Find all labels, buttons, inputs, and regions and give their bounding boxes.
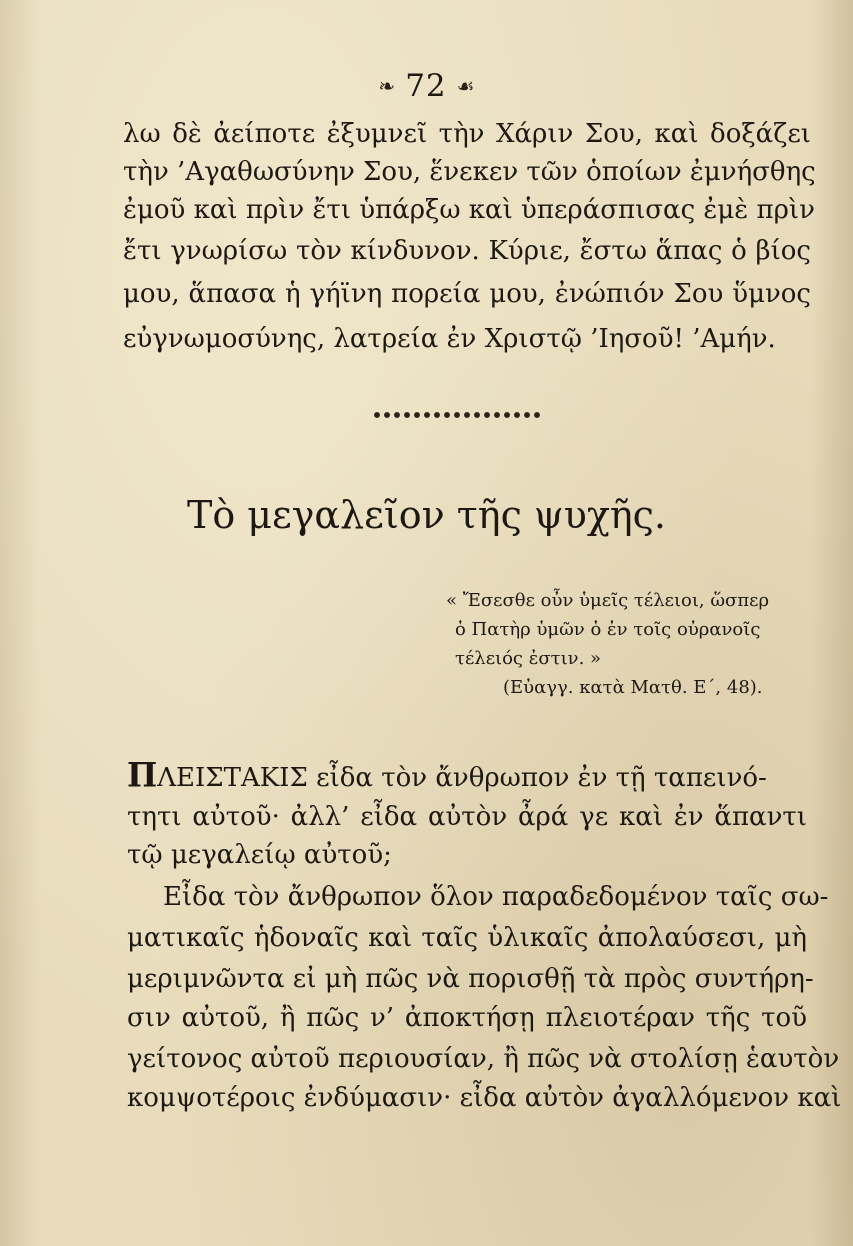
epigraph-line: τέλειός ἐστιν. » (455, 648, 602, 669)
body-line: τῷ μεγαλείῳ αὐτοῦ; (127, 840, 392, 870)
body-first-line (127, 755, 807, 795)
section-title: Τὸ μεγαλεῖον τῆς ψυχῆς. (187, 493, 666, 537)
page-number: 72 (405, 68, 447, 104)
epigraph-line: ὁ Πατὴρ ὑμῶν ὁ ἐν τοῖς οὐρανοῖς (455, 619, 761, 640)
page-header (0, 64, 853, 108)
drop-cap: Π (127, 755, 158, 795)
body-line: Εἶδα τὸν ἄνθρωπον ὅλον παραδεδομένον ταῖς σω- (163, 882, 829, 912)
epigraph-source: (Εὐαγγ. κατὰ Ματθ. Ε΄, 48). (503, 677, 763, 698)
body-line: ματικαῖς ἡδοναῖς καὶ ταῖς ὑλικαῖς ἀπολαύσεσι, μὴ (127, 923, 807, 953)
body-first-line-text: ΛΕΙΣΤΑΚΙΣ εἶδα τὸν ἄνθρωπον ἐν τῇ ταπεινό- (157, 763, 767, 793)
intro-line: λω δὲ ἀείποτε ἐξυμνεῖ τὴν Χάριν Σου, καὶ δοξάζει (123, 119, 811, 149)
ornamental-rule (372, 408, 540, 422)
left-fleuron-icon: ❧ (378, 74, 396, 98)
epigraph-line: « Ἔσεσθε οὖν ὑμεῖς τέλειοι, ὥσπερ (446, 590, 770, 611)
intro-line: τὴν ’Αγαθωσύνην Σου, ἕνεκεν τῶν ὁποίων ἐμνήσθης (123, 157, 816, 187)
intro-line: ἐμοῦ καὶ πρὶν ἔτι ὑπάρξω καὶ ὑπεράσπισας ἐμὲ πρὶν (123, 195, 815, 225)
intro-line: μου, ἅπασα ἡ γήϊνη πορεία μου, ἐνώπιόν Σου ὕμνος (123, 279, 811, 309)
right-fleuron-icon: ☙ (456, 74, 475, 98)
intro-line: εὐγνωμοσύνης, λατρεία ἐν Χριστῷ ’Ιησοῦ! ’Αμήν. (123, 324, 776, 354)
body-line: γείτονος αὐτοῦ περιουσίαν, ἢ πῶς νὰ στολίσῃ ἑαυτὸν (127, 1044, 840, 1074)
body-line: σιν αὐτοῦ, ἢ πῶς ν’ ἀποκτήσῃ πλειοτέραν τῆς τοῦ (127, 1003, 807, 1033)
body-line: κομψοτέροις ἐνδύμασιν· εἶδα αὐτὸν ἀγαλλόμενον καὶ (127, 1083, 842, 1113)
intro-line: ἔτι γνωρίσω τὸν κίνδυνον. Κύριε, ἔστω ἅπας ὁ βίος (123, 236, 811, 266)
body-line: τητι αὐτοῦ· ἀλλ’ εἶδα αὐτὸν ἆρά γε καὶ ἐν ἅπαντι (127, 802, 807, 832)
body-line: μεριμνῶντα εἰ μὴ πῶς νὰ πορισθῇ τὰ πρὸς συντήρη- (127, 964, 814, 994)
